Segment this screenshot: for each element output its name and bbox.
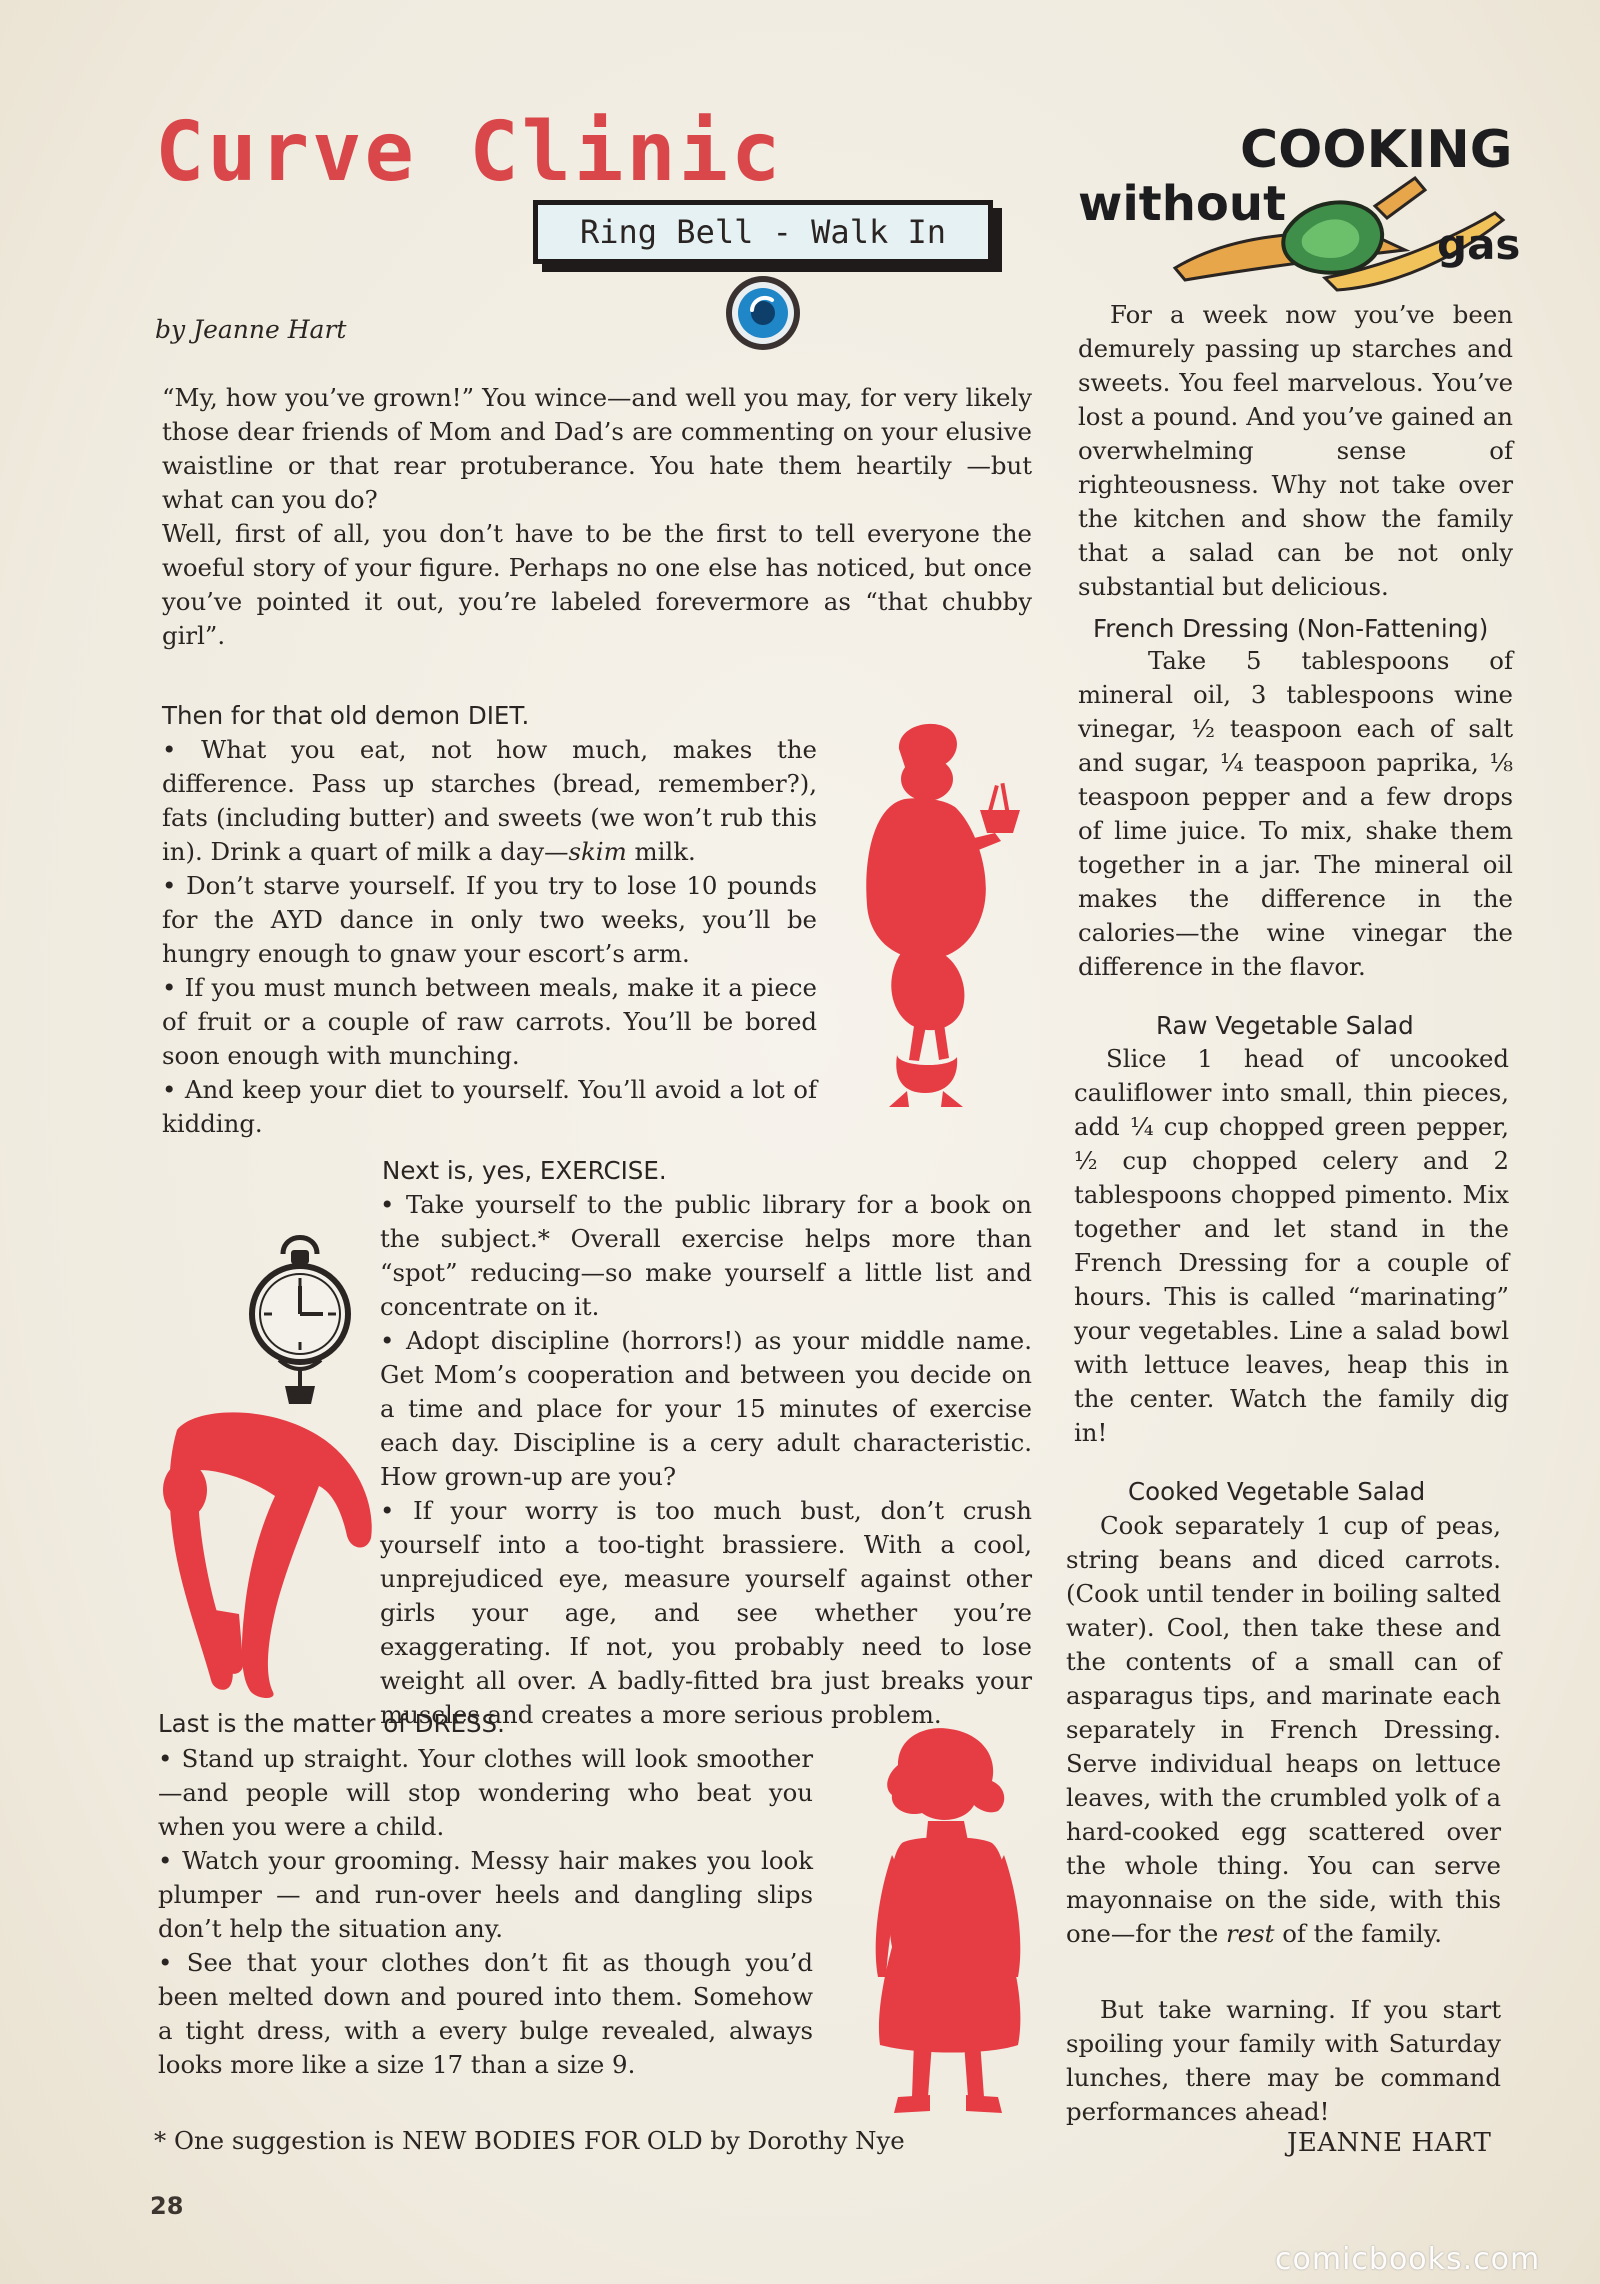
exercise-item: • Take yourself to the public library for a book on the subject.* Overall exercise helps more than “spot” reducing—so make yourself a little list and concentrate on it.	[380, 1190, 1032, 1321]
diet-heading: Then for that old demon DIET.	[162, 701, 530, 730]
emphasis-text: rest	[1226, 1919, 1275, 1948]
site-watermark: comicbooks.com	[1275, 2242, 1541, 2277]
intro-paragraph: “My, how you’ve grown!” You wince—and well you may, for very likely those dear friends of Mom and Dad’s are commenting on your elusive waistline or that rear protuberance. You hate them heartily —but what can you do?	[162, 383, 1032, 514]
cooking-logo-word: gas	[1437, 220, 1521, 269]
pocket-watch-icon	[245, 1228, 355, 1418]
closing-warning: But take warning. If you start spoiling your family with Saturday lunches, there may be command performances ahead!	[1066, 1995, 1501, 2126]
exercise-item: • If your worry is too much bust, don’t crush yourself into a too-tight brassiere. With a cool, unprejudiced eye, measure yourself against other girls your age, and see whether you’re exaggerating. If not, you probably need to lose weight all over. A badly-fitted bra just breaks your muscles and creates a more serious problem.	[380, 1496, 1032, 1729]
page-title: Curve Clinic	[155, 105, 784, 200]
diet-item	[162, 733, 817, 869]
diet-item: • And keep your diet to yourself. You’ll avoid a lot of kidding.	[162, 1075, 817, 1138]
waitress-silhouette-illustration	[845, 715, 1035, 1115]
recipe-text: of the family.	[1274, 1919, 1442, 1948]
exercise-section	[380, 1188, 1032, 1732]
recipe-heading-french-dressing: French Dressing (Non-Fattening)	[1093, 614, 1489, 643]
recipe-heading-cooked-vegetable-salad: Cooked Vegetable Salad	[1128, 1477, 1426, 1506]
intro-paragraph: Well, first of all, you don’t have to be the first to tell everyone the woeful story of your figure. Perhaps no one else has noticed, but once you’ve pointed it out, you’re labeled forevermore as “that chubby girl”.	[162, 519, 1032, 650]
recipe-cooked-vegetable-salad	[1066, 1509, 1501, 1951]
author-signature: JEANNE HART	[1287, 2128, 1492, 2158]
byline: by Jeanne Hart	[155, 315, 347, 344]
standing-girl-silhouette-illustration	[858, 1725, 1038, 2125]
recipe-heading-raw-vegetable-salad: Raw Vegetable Salad	[1156, 1011, 1414, 1040]
diet-section	[162, 733, 817, 1141]
ring-bell-sign: Ring Bell - Walk In	[533, 200, 993, 264]
recipe-french-dressing: Take 5 tablespoons of mineral oil, 3 tablespoons wine vinegar, ½ teaspoon each of salt and sugar, ¼ teaspoon paprika, ⅛ teaspoon pepper and a few drops of lime juice. To mix, shake them together in a jar. The mineral oil makes the difference in the calories—the wine vinegar the difference in the flavor.	[1078, 646, 1513, 981]
bending-woman-silhouette-illustration	[155, 1400, 385, 1700]
cooking-logo-word: COOKING	[1240, 120, 1513, 180]
cooking-intro: For a week now you’ve been demurely passing up starches and sweets. You feel marvelous. You’ve lost a pound. And you’ve gained an overwhelming sense of righteousness. Why not take over the kitchen and show the family that a salad can be not only substantial but delicious.	[1078, 300, 1513, 601]
dress-heading: Last is the matter of DRESS.	[158, 1709, 505, 1738]
exercise-item: • Adopt discipline (horrors!) as your middle name. Get Mom’s cooperation and between you decide on a time and place for your 15 minutes of exercise each day. Discipline is a cery adult characteristic. How grown-up are you?	[380, 1326, 1032, 1491]
diet-item: • Don’t starve yourself. If you try to lose 10 pounds for the AYD dance in only two weeks, you’ll be hungry enough to gnaw your escort’s arm.	[162, 871, 817, 968]
diet-item: • If you must munch between meals, make it a piece of fruit or a couple of raw carrots. You’ll be bored soon enough with munching.	[162, 973, 817, 1070]
dress-section	[158, 1742, 813, 2082]
recipe-text: Cook separately 1 cup of peas, string beans and diced carrots. (Cook until tender in boiling salted water). Cool, then take these and the contents of a small can of asparagus tips, and marinate each separately in French Dressing. Serve individual heaps on lettuce leaves, with the crumbled yolk of a hard-cooked egg scattered over the whole thing. You can serve mayonnaise on the side, with this one—for the	[1066, 1511, 1501, 1948]
doorbell-icon	[722, 272, 804, 354]
dress-item: • Stand up straight. Your clothes will look smoother—and people will stop wondering who beat you when you were a child.	[158, 1744, 813, 1841]
cooking-logo-word: without	[1078, 176, 1287, 232]
exercise-heading: Next is, yes, EXERCISE.	[382, 1156, 667, 1185]
diet-item-text: milk.	[626, 837, 696, 866]
intro-section	[162, 381, 1032, 653]
dress-item: • Watch your grooming. Messy hair makes you look plumper — and run-over heels and dangling slips don’t help the situation any.	[158, 1846, 813, 1943]
emphasis-text: skim	[568, 837, 627, 866]
recipe-raw-vegetable-salad: Slice 1 head of uncooked cauliflower into small, thin pieces, add ¼ cup chopped green pepper, ½ cup chopped celery and 2 tablespoons chopped pimento. Mix together and let stand in the French Dressing for a couple of hours. This is called “marinating” your vegetables. Line a salad bowl with lettuce leaves, heap this in the center. Watch the family dig in!	[1074, 1044, 1509, 1447]
page-number: 28	[150, 2192, 184, 2220]
dress-item: • See that your clothes don’t fit as though you’d been melted down and poured into them. Somehow a tight dress, with a every bulge revealed, always looks more like a size 17 than a size 9.	[158, 1948, 813, 2079]
footnote: * One suggestion is NEW BODIES FOR OLD by Dorothy Nye	[154, 2126, 905, 2155]
diet-item-text: • What you eat, not how much, makes the difference. Pass up starches (bread, remember?), fats (including butter) and sweets (we won’t rub this in). Drink a quart of milk a day—	[162, 735, 817, 866]
